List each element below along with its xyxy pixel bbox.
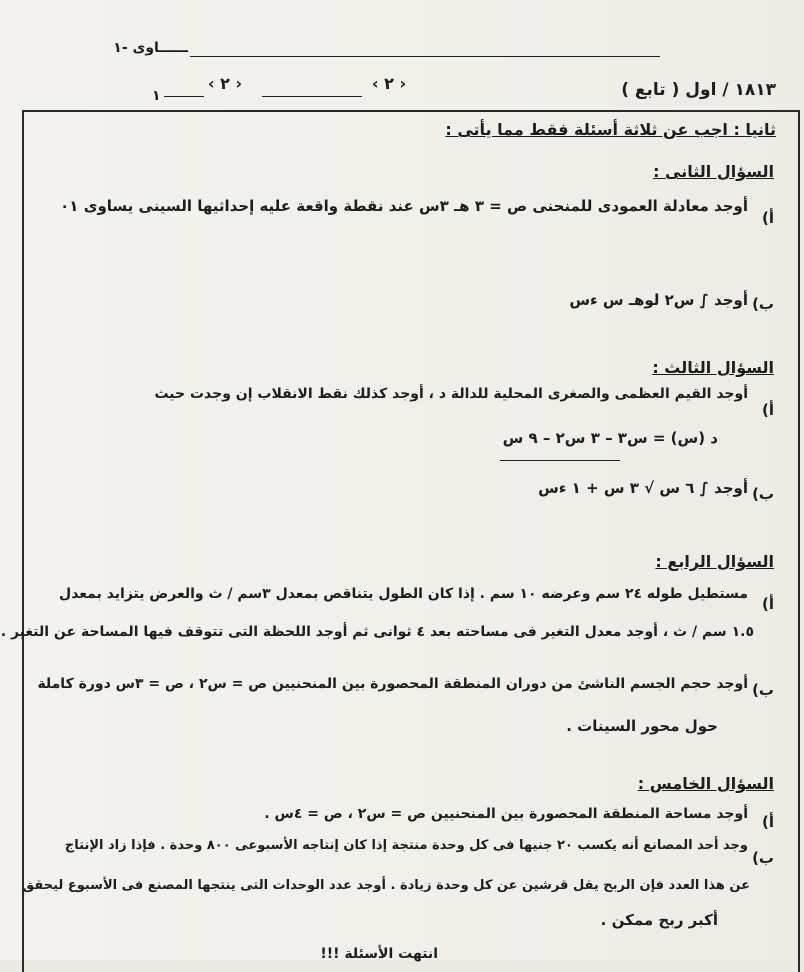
header-mid-line bbox=[262, 96, 362, 97]
q2b-line-1: أوجد ∫ س٢ لوهـ س ءس bbox=[569, 291, 748, 309]
q5b-line-3: أكبر ربح ممكن . bbox=[600, 911, 718, 929]
q5b-label: ب) bbox=[752, 849, 774, 867]
header-left-line bbox=[164, 96, 204, 97]
instruction-text: ثانيا : اجب عن ثلاثة أسئلة فقط مما يأتى : bbox=[445, 120, 776, 139]
q5a-label: أ) bbox=[762, 813, 774, 831]
q3b-line-1: أوجد ∫ ٦ س √ ٣ س + ١ ءس bbox=[538, 479, 748, 497]
q4b-line-1: أوجد حجم الجسم الناشئ من دوران المنطقة المحصورة بين المنحنيين ص = س٢ ، ص = ٣س دورة كاملة bbox=[37, 676, 748, 692]
page-mark-1: ‹ ٢ › bbox=[372, 74, 407, 93]
q4a-line-2: ١.٥ سم / ث ، أوجد معدل التغير فى مساحته بعد ٤ ثوانى ثم أوجد اللحظة التى تتوقف فيها المساحة عن التغير . bbox=[0, 624, 754, 640]
q4b-label: ب) bbox=[752, 681, 774, 699]
question-5-title: السؤال الخامس : bbox=[637, 774, 774, 793]
q2a-line-1: أوجد معادلة العمودى للمنحنى ص = ٣ هـ ٣س عند نقطة واقعة عليه إحداثيها السينى يساوى ٠١ bbox=[60, 197, 748, 215]
q3a-label: أ) bbox=[762, 401, 774, 419]
header-top-line bbox=[190, 56, 660, 57]
question-3-title: السؤال الثالث : bbox=[652, 358, 774, 377]
q5b-line-1: وجد أحد المصانع أنه يكسب ٢٠ جنيها فى كل وحدة منتجة إذا كان إنتاجه الأسبوعى ٨٠٠ وحدة . فإذا زاد الإنتاج bbox=[64, 838, 748, 853]
q3b-label: ب) bbox=[752, 485, 774, 503]
q2a-label: أ) bbox=[762, 209, 774, 227]
q3a-line-2: د (س) = س٣ – ٣ س٢ – ٩ س bbox=[502, 429, 718, 447]
q2b-label: ب) bbox=[752, 295, 774, 313]
q4b-line-2: حول محور السينات . bbox=[566, 717, 718, 735]
header-left-mark: ١ bbox=[152, 88, 161, 104]
q4a-line-1: مستطيل طوله ٢٤ سم وعرضه ١٠ سم . إذا كان الطول يتناقص بمعدل ٣سم / ث والعرض يتزايد بمعدل bbox=[59, 586, 748, 602]
footer-text: انتهت الأسئلة !!! bbox=[320, 946, 438, 962]
header-top-right: ــــــاوى -١ bbox=[113, 40, 188, 56]
exam-code: ١٨١٣ / اول ( تابع ) bbox=[621, 80, 776, 100]
question-2-title: السؤال الثانى : bbox=[653, 162, 774, 181]
q4a-label: أ) bbox=[762, 595, 774, 613]
q3b-sqrt-bar bbox=[500, 460, 620, 461]
q5a-line-1: أوجد مساحة المنطقة المحصورة بين المنحنيين ص = س٢ ، ص = ٤س . bbox=[264, 806, 748, 822]
q5b-line-2: عن هذا العدد فإن الربح يقل قرشين عن كل وحدة زيادة . أوجد عدد الوحدات التى ينتجها المصنع فى الأسبوع ليحقق bbox=[22, 878, 750, 893]
question-4-title: السؤال الرابع : bbox=[655, 552, 774, 571]
q3a-line-1: أوجد القيم العظمى والصغرى المحلية للدالة د ، أوجد كذلك نقط الانقلاب إن وجدت حيث bbox=[154, 386, 748, 402]
page-mark-2: ‹ ٢ › bbox=[208, 74, 243, 93]
